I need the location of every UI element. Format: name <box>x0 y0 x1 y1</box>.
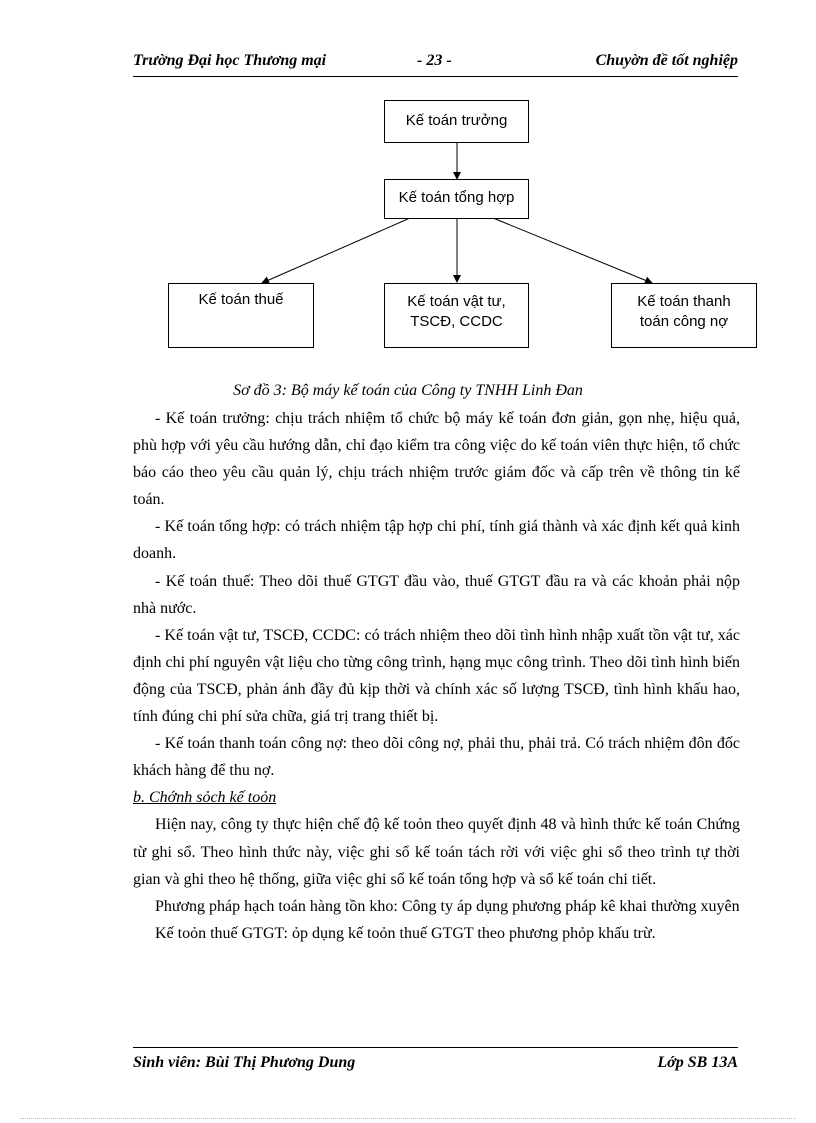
paragraph-vat: Kế toỏn thuế GTGT: ỏp dụng kế toỏn thuế GTGT theo phương phỏp khấu trừ. <box>155 924 656 942</box>
section-heading: b. Chớnh sỏch kế toỏn <box>133 789 277 807</box>
body-text <box>133 405 740 947</box>
box-tax-accountant <box>168 283 314 348</box>
connector-middle-left <box>262 218 410 283</box>
paragraph-general: - Kế toán tổng hợp: có trách nhiệm tập hợp chi phí, tính giá thành và xác định kết quả kinh doanh. <box>133 518 740 563</box>
paragraph-materials: - Kế toán vật tư, TSCĐ, CCDC: có trách nhiệm theo dõi tình hình nhập xuất tồn vật tư, xác định chi phí nguyên vật liệu cho từng công trình, hạng mục công trình. Theo dõi tình hình biến động của TSCĐ, phản ánh đầy đủ kịp thời và chính xác số lượng TSCĐ, tình hình khấu hao, tính đúng chi phí sửa chữa, giá trị trang thiết bị. <box>133 626 740 726</box>
box-tax-accountant-label: Kế toán thuế <box>198 291 284 308</box>
box-materials-line2: TSCĐ, CCDC <box>410 313 503 330</box>
box-materials-accountant <box>384 283 529 348</box>
page-footer <box>133 1047 738 1078</box>
paragraph-policy: Hiện nay, công ty thực hiện chế độ kế toỏn theo quyết định 48 và hình thức kế toán Chứng từ ghi sổ. Theo hình thức này, việc ghi sổ kế toán tách rời với việc ghi sổ theo trình tự thời gian và ghi theo hệ thống, giữa việc ghi sổ kế toán tổng hợp và sổ kế toán chi tiết. <box>133 816 740 888</box>
diagram-caption: Sơ đồ 3: Bộ máy kế toán của Công ty TNHH Linh Đan <box>233 382 583 399</box>
connector-middle-right <box>493 218 652 283</box>
header-doc-type: Chuyờn đề tốt nghiệp <box>595 52 738 69</box>
paragraph-payables: - Kế toán thanh toán công nợ: theo dõi công nợ, phải thu, phải trả. Có trách nhiệm đôn đốc khách hàng để thu nợ. <box>133 735 740 780</box>
box-general-accountant-label: Kế toán tổng hợp <box>398 189 515 206</box>
footer-student: Sinh viên: Bùi Thị Phương Dung <box>133 1054 356 1071</box>
box-general-accountant <box>384 179 529 219</box>
box-payables-accountant <box>611 283 757 348</box>
box-payables-line1: Kế toán thanh <box>637 293 731 310</box>
box-materials-line1: Kế toán vật tư, <box>407 293 506 310</box>
header-page-number: - 23 - <box>417 52 452 69</box>
footer-class: Lớp SB 13A <box>657 1054 738 1071</box>
paragraph-tax: - Kế toán thuế: Theo dõi thuế GTGT đầu vào, thuế GTGT đầu ra và các khoản phải nộp nhà nước. <box>133 572 740 617</box>
box-chief-accountant <box>384 100 529 143</box>
page-bottom-border <box>20 1118 796 1119</box>
header-school: Trường Đại học Thương mại <box>133 52 327 69</box>
paragraph-inventory: Phương pháp hạch toán hàng tồn kho: Công ty áp dụng phương pháp kê khai thường xuyên <box>155 897 740 915</box>
box-payables-line2: toán công nợ <box>639 313 729 330</box>
box-chief-accountant-label: Kế toán trưởng <box>405 112 508 129</box>
paragraph-chief: - Kế toán trưởng: chịu trách nhiệm tổ chức bộ máy kế toán đơn giản, gọn nhẹ, hiệu quả, phù hợp với yêu cầu hướng dẫn, chỉ đạo kiểm tra công việc do kế toán viên thực hiện, tổ chức báo cáo theo yêu cầu quản lý, chịu trách nhiệm trước giám đốc và cấp trên về thông tin kế toán. <box>133 410 740 509</box>
